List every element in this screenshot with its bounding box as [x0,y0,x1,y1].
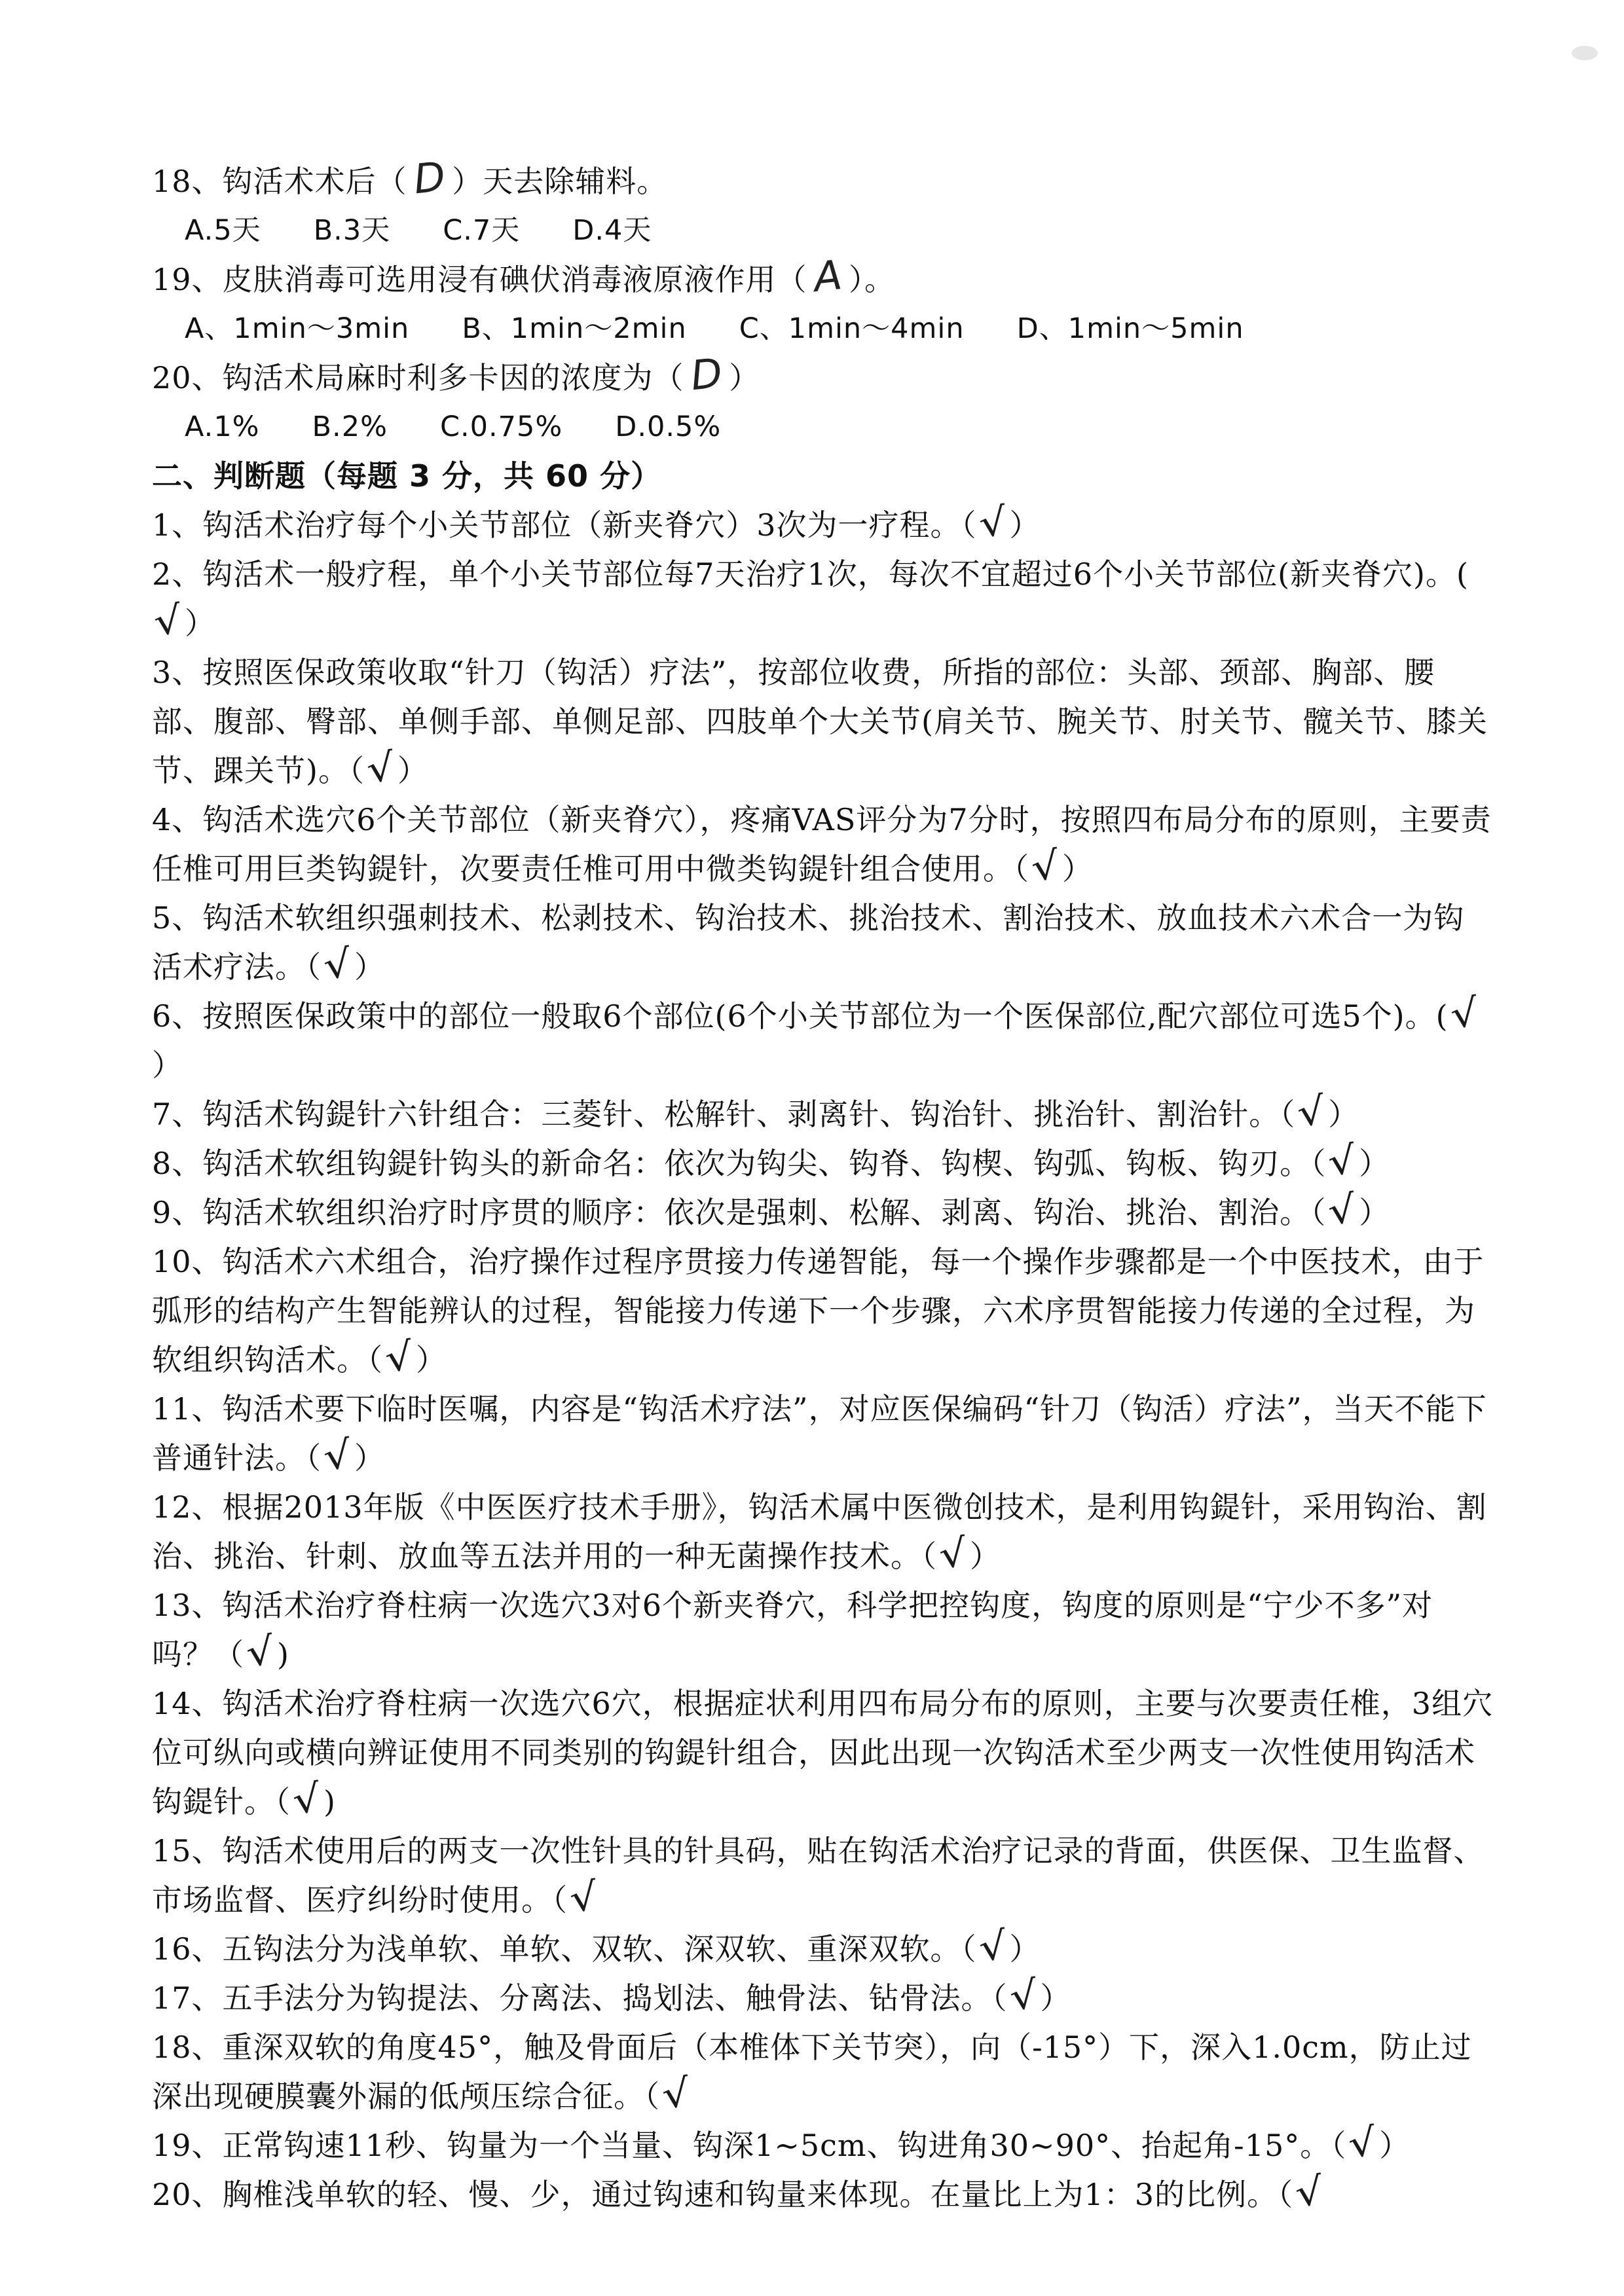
judgment-question [152,2170,1494,2219]
handwritten-check-mark: √ [976,1922,1010,1971]
option-item: D.4天 [572,214,652,247]
handwritten-check-mark: √ [382,1333,417,1381]
section-title: 二、判断题（每题 3 分，共 60 分） [152,458,662,494]
handwritten-check-mark: √ [289,1775,325,1823]
question-text: 6、按照医保政策中的部位一般取6个部位(6个小关节部位为一个医保部位,配穴部位可选5个)。( [152,998,1449,1034]
option-item: B.2% [312,410,388,443]
option-row [152,206,1494,255]
handwritten-check-mark: √ [1325,1137,1360,1185]
judgment-question [152,2023,1494,2121]
handwritten-check-mark: √ [363,744,399,792]
question-text: ） [1359,1195,1390,1230]
question-text: ） [1061,851,1093,886]
handwritten-check-mark: √ [243,1628,278,1676]
question-text: ） [354,1440,385,1476]
judgment-question [152,989,1494,1090]
handwritten-check-mark: √ [936,1529,971,1578]
question-text: ） [1040,1980,1071,2016]
question-text: 5、钩活术软组织强刺技术、松剥技术、钩治技术、挑治技术、割治技术、放血技术六术合一为钩活术疗法。（ [152,900,1465,985]
option-item: D、1min～5min [1016,312,1244,345]
page-content [151,152,1494,2219]
choice-question [152,348,1494,403]
option-item: A.5天 [185,214,261,247]
judgment-question [152,1922,1494,1974]
question-text: 4、钩活术选穴6个关节部位（新夹脊穴），疼痛VAS评分为7分时，按照四布局分布的原则，主要责任椎可用巨类钩鍉针，次要责任椎可用中微类钩鍉针组合使用。（ [152,802,1492,886]
question-text: 20、胸椎浅单软的轻、慢、少，通过钩速和钩量来体现。在量比上为1：3的比例。（ [152,2177,1294,2212]
judgment-question [152,648,1494,795]
handwritten-answer: A [811,250,845,302]
option-item: C、1min～4min [739,312,965,345]
question-text: ）天去除辅料。 [452,164,668,199]
question-text: ） [729,360,760,395]
question-text: ） [1009,1931,1041,1967]
question-text: 19、皮肤消毒可选用浸有碘伏消毒液原液作用（ [152,262,807,297]
question-text: ） [969,1539,1001,1574]
question-text: 12、根据2013年版《中医医疗技术手册》，钩活术属中医微创技术，是利用钩鍉针，采用钩治、割治、挑治、针刺、放血等五法并用的一种无菌操作技术。（ [152,1489,1487,1574]
judgment-question [152,1087,1494,1139]
handwritten-answer: D [688,348,725,400]
question-text: 20、钩活术局麻时利多卡因的浓度为（ [152,360,684,395]
option-row [152,403,1494,452]
option-item: B、1min～2min [462,312,687,345]
judgment-question [152,1483,1494,1581]
handwritten-check-mark: √ [976,498,1010,547]
handwritten-check-mark: √ [1294,1087,1329,1136]
judgment-question [152,1385,1494,1483]
question-text: ) [276,1637,289,1672]
judgment-question [152,1581,1494,1679]
question-text: ） [1328,1097,1359,1132]
question-text: 9、钩活术软组织治疗时序贯的顺序：依次是强刺、松解、剥离、钩治、挑治、割治。（ [152,1195,1327,1230]
handwritten-check-mark: √ [1006,1971,1041,2020]
handwritten-check-mark: √ [1325,1186,1360,1234]
handwritten-check-mark: √ [151,596,186,645]
judgment-question [152,1188,1494,1237]
handwritten-check-mark: √ [566,1873,602,1922]
question-text: ） [354,949,385,985]
handwritten-check-mark: √ [1028,842,1063,890]
choice-question [152,250,1494,304]
judgment-question [152,1237,1494,1385]
option-item: A、1min～3min [185,312,410,345]
question-text: 16、五钩法分为浅单软、单软、双软、深双软、重深双软。（ [152,1931,977,1967]
handwritten-check-mark: √ [659,2069,694,2118]
judgment-question [152,1971,1494,2023]
judgment-question [152,2121,1494,2170]
scan-smudge [1572,46,1598,60]
judgment-question [152,795,1494,894]
question-text: 15、钩活术使用后的两支一次性针具的针具码，贴在钩活术治疗记录的背面，供医保、卫生监督、市场监督、医疗纠纷时使用。（ [152,1833,1485,1918]
question-text: ) [323,1784,336,1819]
question-text: 7、钩活术钩鍉针六针组合：三菱针、松解针、剥离针、钩治针、挑治针、割治针。（ [152,1097,1296,1132]
choice-section [152,152,1494,452]
judgment-question [152,1139,1494,1188]
question-text: 2、钩活术一般疗程，单个小关节部位每7天治疗1次，每次不宜超过6个小关节部位(新夹脊穴)。( [152,556,1469,592]
question-text: 19、正常钩速11秒、钩量为一个当量、钩深1~5cm、钩进角30~90°、抬起角-15°。（ [152,2128,1347,2163]
handwritten-answer: D [411,152,448,204]
question-text: 18、钩活术术后（ [152,164,407,199]
choice-question [152,152,1494,206]
handwritten-check-mark: √ [1292,2168,1327,2216]
question-text: ） [415,1342,447,1377]
option-item: B.3天 [313,214,391,247]
judgment-section [151,498,1494,2219]
question-text: ） [1379,2128,1411,2163]
question-text: 8、钩活术软组钩鍉针钩头的新命名：依次为钩尖、钩脊、钩楔、钩弧、钩板、钩刃。（ [152,1146,1327,1181]
judgment-question [152,1679,1494,1827]
option-row [152,304,1494,354]
question-text: ） [1009,507,1041,543]
handwritten-check-mark: √ [1345,2119,1380,2167]
handwritten-check-mark: √ [1447,989,1482,1038]
judgment-question [152,894,1494,992]
question-text: 14、钩活术治疗脊柱病一次选穴6穴，根据症状利用四布局分布的原则，主要与次要责任椎，3组穴位可纵向或横向辨证使用不同类别的钩鍉针组合，因此出现一次钩活术至少两支一次性使用钩活术钩鍉针。（ [152,1686,1494,1819]
handwritten-check-mark: √ [320,1431,356,1480]
option-item: C.0.75% [439,410,563,443]
question-text: 10、钩活术六术组合，治疗操作过程序贯接力传递智能，每一个操作步骤都是一个中医技术，由于弧形的结构产生智能辨认的过程，智能接力传递下一个步骤，六术序贯智能接力传递的全过程，为软组织钩活术。（ [152,1244,1485,1377]
question-text: ） [184,606,215,641]
question-text: 17、五手法分为钩提法、分离法、捣划法、触骨法、钻骨法。（ [152,1980,1008,2016]
judgment-question [152,498,1494,550]
question-text: ） [1359,1146,1390,1181]
option-item: C.7天 [443,214,521,247]
question-text: 3、按照医保政策收取“针刀（钩活）疗法”，按部位收费，所指的部位：头部、颈部、胸部、腰部、腹部、臀部、单侧手部、单侧足部、四肢单个大关节(肩关节、腕关节、肘关节、髋关节、膝关节、踝关节)。（ [152,655,1488,788]
question-text: ） [152,1048,183,1083]
option-item: A.1% [185,410,260,443]
question-text: 1、钩活术治疗每个小关节部位（新夹脊穴）3次为一疗程。（ [152,507,977,543]
judgment-question [152,550,1494,648]
option-item: D.0.5% [615,410,722,443]
question-text: 11、钩活术要下临时医嘱，内容是“钩活术疗法”，对应医保编码“针刀（钩活）疗法”，当天不能下普通针法。（ [152,1391,1487,1476]
judgment-question [152,1827,1494,1925]
question-text: ） [397,753,428,788]
question-text: 18、重深双软的角度45°，触及骨面后（本椎体下关节突），向（-15°）下，深入1.0cm，防止过深出现硬膜囊外漏的低颅压综合征。（ [152,2030,1472,2114]
handwritten-check-mark: √ [320,940,356,989]
question-text: 13、钩活术治疗脊柱病一次选穴3对6个新夹脊穴，科学把控钩度，钩度的原则是“宁少不多”对吗？（ [152,1588,1433,1672]
question-text: ）。 [848,262,895,297]
